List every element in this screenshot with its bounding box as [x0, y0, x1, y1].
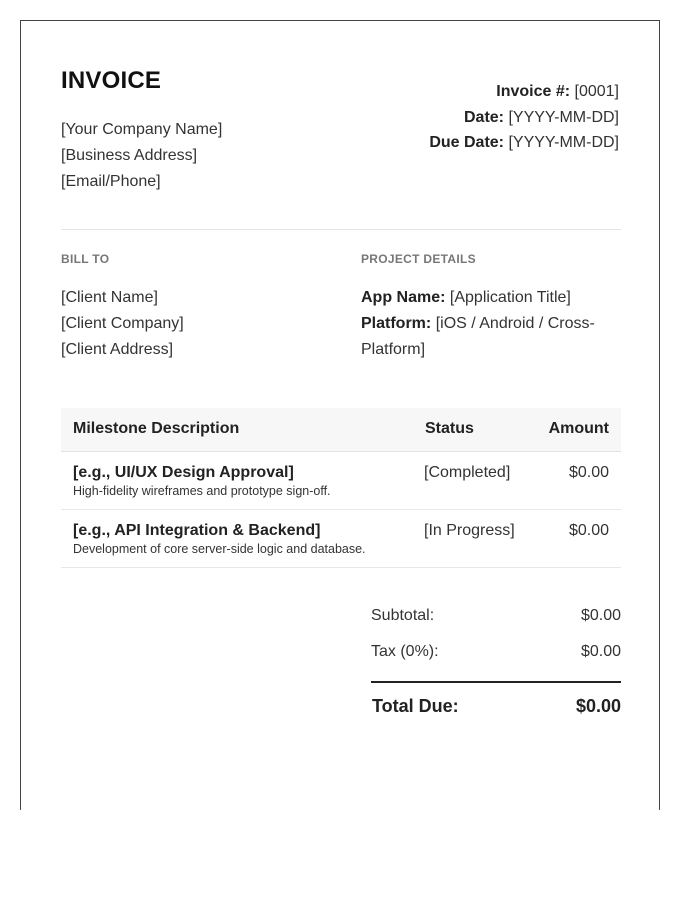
- milestone-amount: $0.00: [568, 464, 609, 481]
- bill-to-block: [61, 285, 184, 363]
- subtotal-line: [371, 607, 621, 643]
- subtotal-label: Subtotal:: [371, 607, 435, 624]
- invoice-date-value: [YYYY-MM-DD]: [508, 108, 619, 126]
- total-due-line: [371, 696, 621, 726]
- tax-label: Tax (0%):: [371, 643, 439, 660]
- client-name: [Client Name]: [61, 289, 158, 306]
- project-details-label: PROJECT DETAILS: [361, 252, 476, 266]
- column-header-amount: Amount: [548, 420, 609, 437]
- project-details-block: [361, 285, 621, 363]
- app-name-value: [Application Title]: [449, 289, 571, 306]
- invoice-number-value: [0001]: [574, 83, 619, 100]
- client-address: [Client Address]: [61, 341, 174, 358]
- table-row: [61, 510, 621, 568]
- platform-line: [361, 311, 621, 363]
- milestone-table: [61, 408, 621, 568]
- total-divider: [371, 681, 621, 683]
- milestone-status: [In Progress]: [424, 522, 515, 539]
- company-address: [Business Address]: [61, 147, 198, 164]
- platform-value: [iOS / Android / Cross-Platform]: [361, 315, 595, 358]
- column-header-description: Milestone Description: [73, 420, 240, 437]
- header-divider: [61, 229, 621, 230]
- bill-to-label: BILL TO: [61, 252, 110, 266]
- company-info: [61, 117, 222, 195]
- due-date-value: [YYYY-MM-DD]: [508, 134, 619, 151]
- milestone-description: Development of core server-side logic and database.: [73, 542, 366, 556]
- tax-line: [371, 643, 621, 679]
- app-name-label: App Name:: [361, 289, 446, 306]
- totals-block: [371, 607, 621, 726]
- milestone-amount: $0.00: [568, 522, 609, 539]
- due-date-line: [429, 130, 619, 156]
- milestone-status: [Completed]: [424, 464, 511, 481]
- app-name-line: [361, 285, 621, 311]
- milestone-name: [e.g., UI/UX Design Approval]: [73, 464, 294, 481]
- platform-label: Platform:: [361, 315, 432, 332]
- invoice-sheet: [20, 20, 660, 810]
- total-due-value: $0.00: [575, 696, 621, 716]
- company-name: [Your Company Name]: [61, 121, 223, 138]
- company-contact: [Email/Phone]: [61, 173, 161, 190]
- column-header-status: Status: [425, 420, 474, 437]
- total-due-label: Total Due:: [372, 696, 459, 716]
- due-date-label: Due Date:: [429, 134, 505, 151]
- invoice-number-label: Invoice #:: [496, 83, 571, 100]
- invoice-meta: [429, 79, 619, 156]
- invoice-date-line: [429, 105, 619, 131]
- client-company: [Client Company]: [61, 315, 184, 332]
- milestone-description: High-fidelity wireframes and prototype sign-off.: [73, 484, 331, 498]
- invoice-number-line: [429, 79, 619, 105]
- milestone-name: [e.g., API Integration & Backend]: [73, 522, 321, 539]
- table-header: [61, 408, 621, 452]
- invoice-title: INVOICE: [61, 67, 162, 94]
- table-row: [61, 452, 621, 510]
- tax-value: $0.00: [580, 643, 621, 660]
- invoice-date-label: Date:: [464, 108, 505, 126]
- subtotal-value: $0.00: [580, 607, 621, 624]
